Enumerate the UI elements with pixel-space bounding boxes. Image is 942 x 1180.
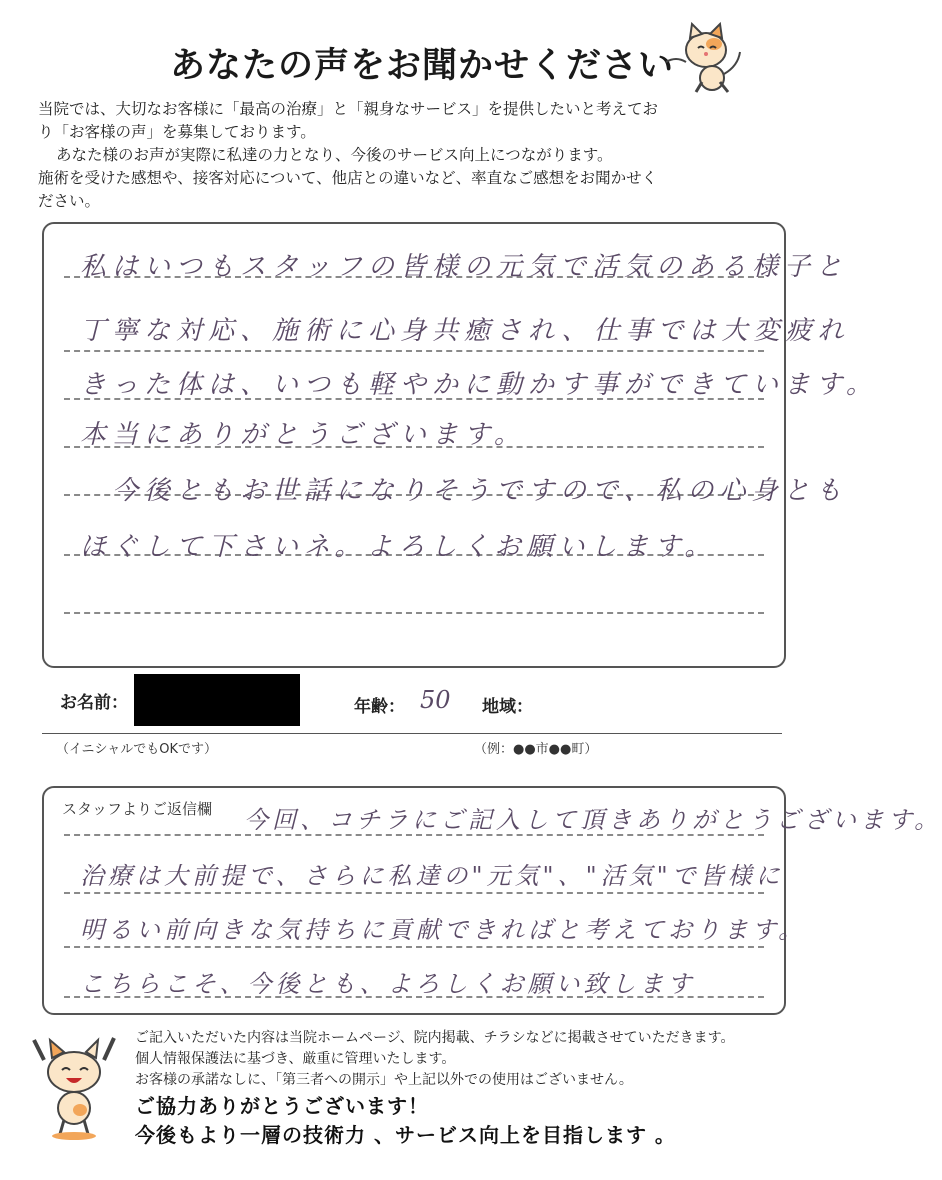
age-value: 50 (420, 686, 451, 714)
reply-handwritten-line: 明るい前向きな気持ちに貢献できればと考えております。 (80, 916, 807, 944)
thanks-line: 今後もより一層の技術力 、サービス向上を目指します 。 (135, 1123, 676, 1147)
reply-handwritten-line: こちらこそ、今後とも、よろしくお願い致します (80, 970, 696, 998)
staff-reply-label: スタッフよりご返信欄 (62, 800, 213, 818)
thanks-line: ご協力ありがとうございます！ (135, 1094, 429, 1118)
cat-mascot-icon (662, 22, 744, 94)
intro-line: 当院では、大切なお客様に「最高の治療」と「親身なサービス」を提供したいと考えてお (38, 100, 659, 118)
ruled-line (64, 892, 764, 894)
privacy-notice (135, 1028, 815, 1091)
name-label: お名前： (60, 693, 128, 713)
intro-line: 施術を受けた感想や、接客対応について、他店との違いなど、率直なご感想をお聞かせく (38, 169, 658, 187)
intro-line: ださい。 (38, 192, 101, 210)
notice-line: ご記入いただいた内容は当院ホームページ、院内掲載、チラシなどに掲載させていただきます。 (135, 1030, 735, 1046)
handwritten-line: 今後ともお世話になりそうですので、私の心身とも (80, 476, 848, 506)
staff-reply-box (42, 786, 942, 1015)
age-label: 年齢： (354, 697, 405, 717)
cat-mascot-cheering-icon (28, 1030, 120, 1142)
region-note: （例：●●市●●町） (474, 742, 598, 757)
testimonial-box (42, 222, 878, 668)
notice-line: 個人情報保護法に基づき、厳重に管理いたします。 (135, 1051, 456, 1067)
ruled-line (64, 350, 764, 352)
ruled-line (64, 946, 764, 948)
name-redaction (134, 674, 300, 726)
handwritten-line: 私はいつもスタッフの皆様の元気で活気のある様子と (80, 252, 849, 282)
notice-line: お客様の承諾なしに、「第三者への開示」や上記以外での使用はございません。 (135, 1072, 633, 1088)
handwritten-line: 本当にありがとうございます。 (80, 420, 526, 450)
page-title: あなたの声をお聞かせください (170, 46, 675, 86)
reply-handwritten-line: 治療は大前提で、さらに私達の"元気"、"活気"で皆様に (80, 862, 784, 890)
thanks-message (135, 1092, 676, 1150)
name-note: （イニシャルでもOKです） (56, 742, 217, 757)
info-underline (42, 733, 782, 734)
intro-line: あなた様のお声が実際に私達の力となり、今後のサービス向上につながります。 (56, 146, 613, 164)
handwritten-line: ほぐして下さいネ。よろしくお願いします。 (80, 532, 717, 562)
respondent-info-row (42, 680, 782, 732)
intro-line: り「お客様の声」を募集しております。 (38, 123, 316, 141)
region-label: 地域： (482, 697, 533, 717)
ruled-line (64, 612, 764, 614)
intro-text (38, 98, 788, 213)
handwritten-line: きった体は、いつも軽やかに動かす事ができています。 (80, 370, 878, 400)
reply-handwritten-line: 今回、コチラにご記入して頂きありがとうございます。 (244, 806, 942, 834)
handwritten-line: 丁寧な対応、施術に心身共癒され、仕事では大変疲れ (80, 316, 850, 346)
